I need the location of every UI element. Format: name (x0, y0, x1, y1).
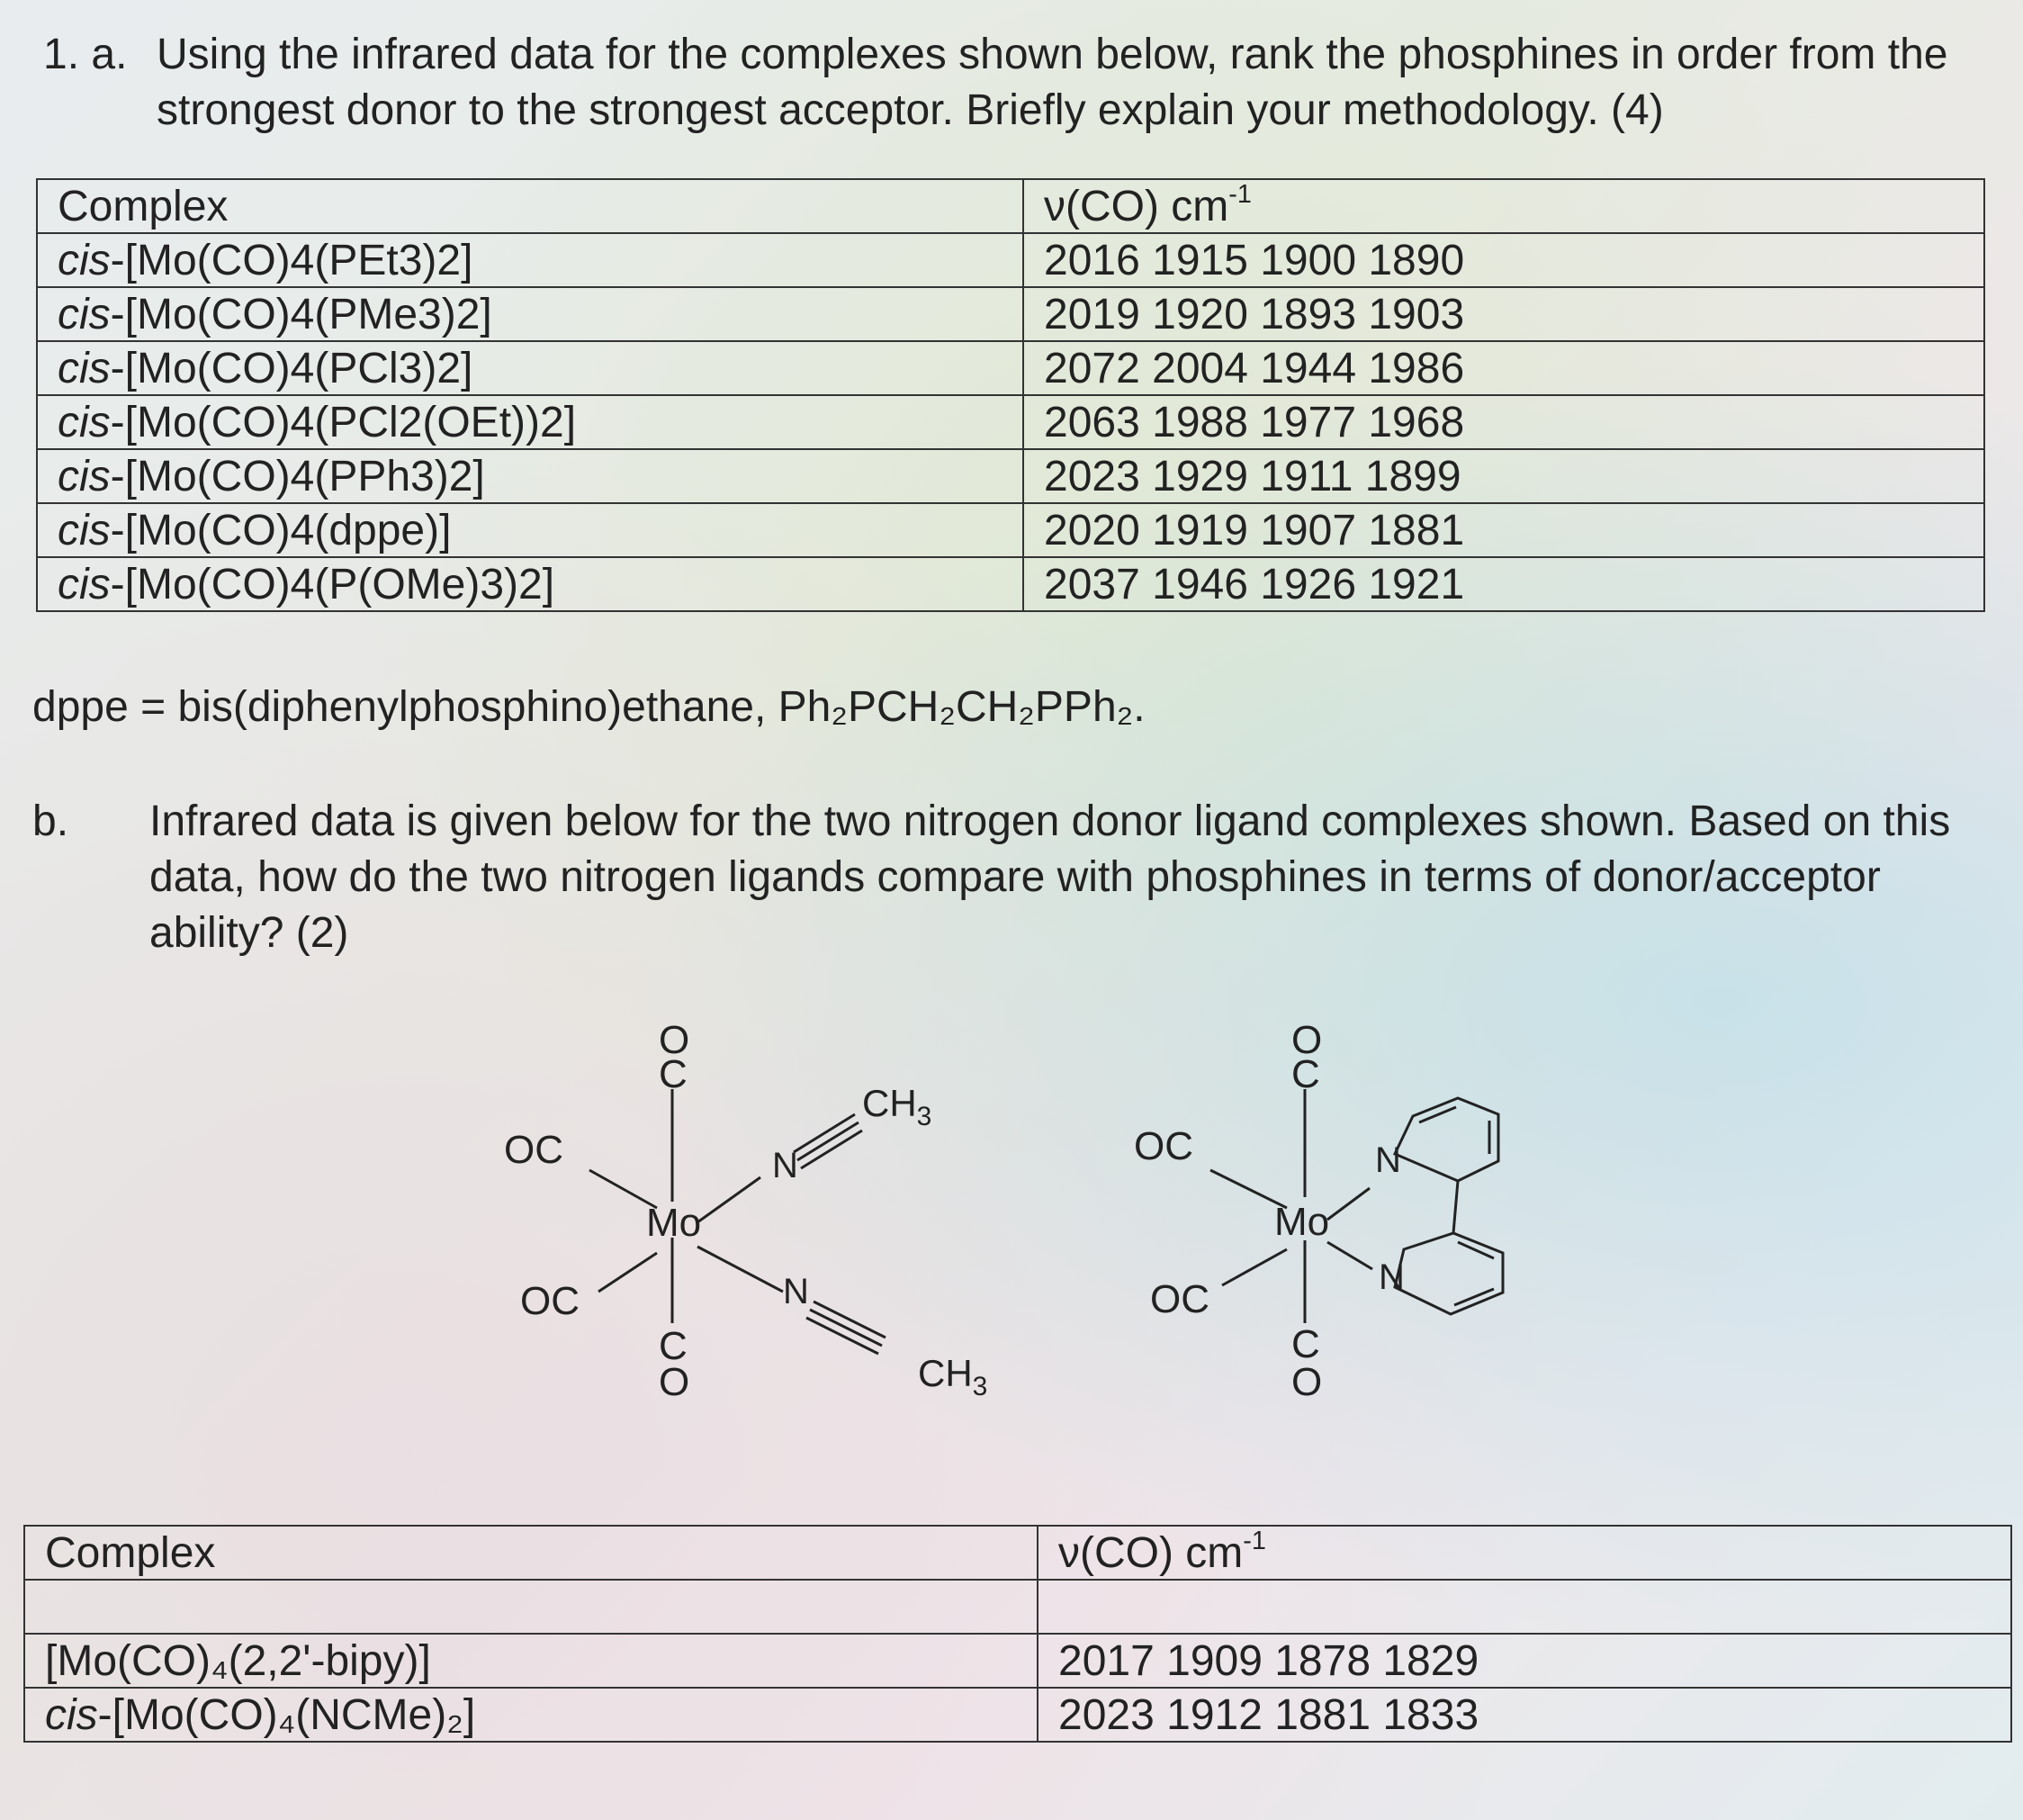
table-row (37, 287, 1984, 341)
structure-mo-bipy (1116, 1017, 1548, 1431)
nu-cell: 2023 1912 1881 1833 (1038, 1688, 2011, 1742)
nu-cell: 2072 2004 1944 1986 (1023, 341, 1984, 395)
question-a-text: Using the infrared data for the complexes shown below, rank the phosphines in order from the strongest donor to the strongest acceptor. Briefly explain your methodology. (4) (157, 31, 1948, 134)
c-label: C (1291, 1052, 1320, 1096)
oc-label: OC (504, 1128, 563, 1172)
o-label: O (1291, 1018, 1323, 1062)
question-b (32, 794, 1994, 961)
complex-cell: cis-[Mo(CO)4(dppe)] (37, 503, 1023, 557)
complex-cell: cis-[Mo(CO)4(PEt3)2] (37, 233, 1023, 287)
ch3-label: $CH_3$ (918, 1352, 988, 1401)
header-complex: Complex (37, 179, 1023, 233)
nu-cell: 2037 1946 1926 1921 (1023, 557, 1984, 611)
complex-cell: [Mo(CO)₄(2,2'-bipy)] (24, 1634, 1038, 1688)
n-label: N (1379, 1257, 1405, 1297)
table-row (37, 449, 1984, 503)
structure-mo-acetonitrile (486, 1017, 1044, 1431)
o-label: O (659, 1018, 690, 1062)
dppe-note: dppe = bis(diphenylphosphino)ethane, Ph₂PCH₂CH₂PPh₂. (32, 683, 1146, 731)
question-a (43, 27, 1978, 139)
complex-cell: cis-[Mo(CO)4(P(OMe)3)2] (37, 557, 1023, 611)
nu-cell: 2020 1919 1907 1881 (1023, 503, 1984, 557)
c-label: C (1291, 1322, 1320, 1366)
ch3-label: $CH_3$ (862, 1082, 932, 1131)
o-label: O (659, 1360, 690, 1404)
ir-table-nitrogen (23, 1525, 2012, 1743)
o-label: O (1291, 1360, 1323, 1404)
table-row (37, 341, 1984, 395)
header-nu-co: ν(CO) $cm^{-1}$ (1023, 179, 1984, 233)
ir-table-phosphines (36, 178, 1985, 612)
nu-cell: 2019 1920 1893 1903 (1023, 287, 1984, 341)
n-label: N (1375, 1140, 1401, 1180)
table-header-row (37, 179, 1984, 233)
nu-cell: 2016 1915 1900 1890 (1023, 233, 1984, 287)
mo-label: Mo (1274, 1200, 1330, 1244)
complex-cell: cis-[Mo(CO)4(PMe3)2] (37, 287, 1023, 341)
question-a-number: 1. a. (43, 31, 128, 78)
complex-cell: cis-[Mo(CO)4(PPh3)2] (37, 449, 1023, 503)
n-label: N (772, 1146, 798, 1185)
mo-label: Mo (646, 1201, 702, 1245)
oc-label: OC (1150, 1277, 1209, 1321)
table-row (37, 503, 1984, 557)
nu-cell: 2017 1909 1878 1829 (1038, 1634, 2011, 1688)
complex-cell: cis-[Mo(CO)₄(NCMe)₂] (24, 1688, 1038, 1742)
table-row (24, 1634, 2011, 1688)
nu-cell: 2023 1929 1911 1899 (1023, 449, 1984, 503)
c-label: C (659, 1324, 688, 1368)
oc-label: OC (520, 1279, 580, 1323)
oc-label: OC (1134, 1124, 1193, 1168)
table-row (24, 1688, 2011, 1742)
complex-cell: cis-[Mo(CO)4(PCl3)2] (37, 341, 1023, 395)
c-label: C (659, 1052, 688, 1096)
question-b-text: Infrared data is given below for the two nitrogen donor ligand complexes shown. Based on this data, how do the two nitrogen ligands compare with phosphines in terms of donor/acceptor ability? (2) (149, 797, 1951, 957)
header-complex: Complex (24, 1526, 1038, 1580)
nu-cell: 2063 1988 1977 1968 (1023, 395, 1984, 449)
table-row (37, 557, 1984, 611)
table-header-row (24, 1526, 2011, 1580)
header-nu-co: ν(CO) $cm^{-1}$ (1038, 1526, 2011, 1580)
question-b-number: b. (32, 797, 69, 845)
table-row (37, 233, 1984, 287)
complex-cell: cis-[Mo(CO)4(PCl2(OEt))2] (37, 395, 1023, 449)
table-row-empty (24, 1580, 2011, 1634)
table-row (37, 395, 1984, 449)
n-label: N (783, 1272, 809, 1311)
